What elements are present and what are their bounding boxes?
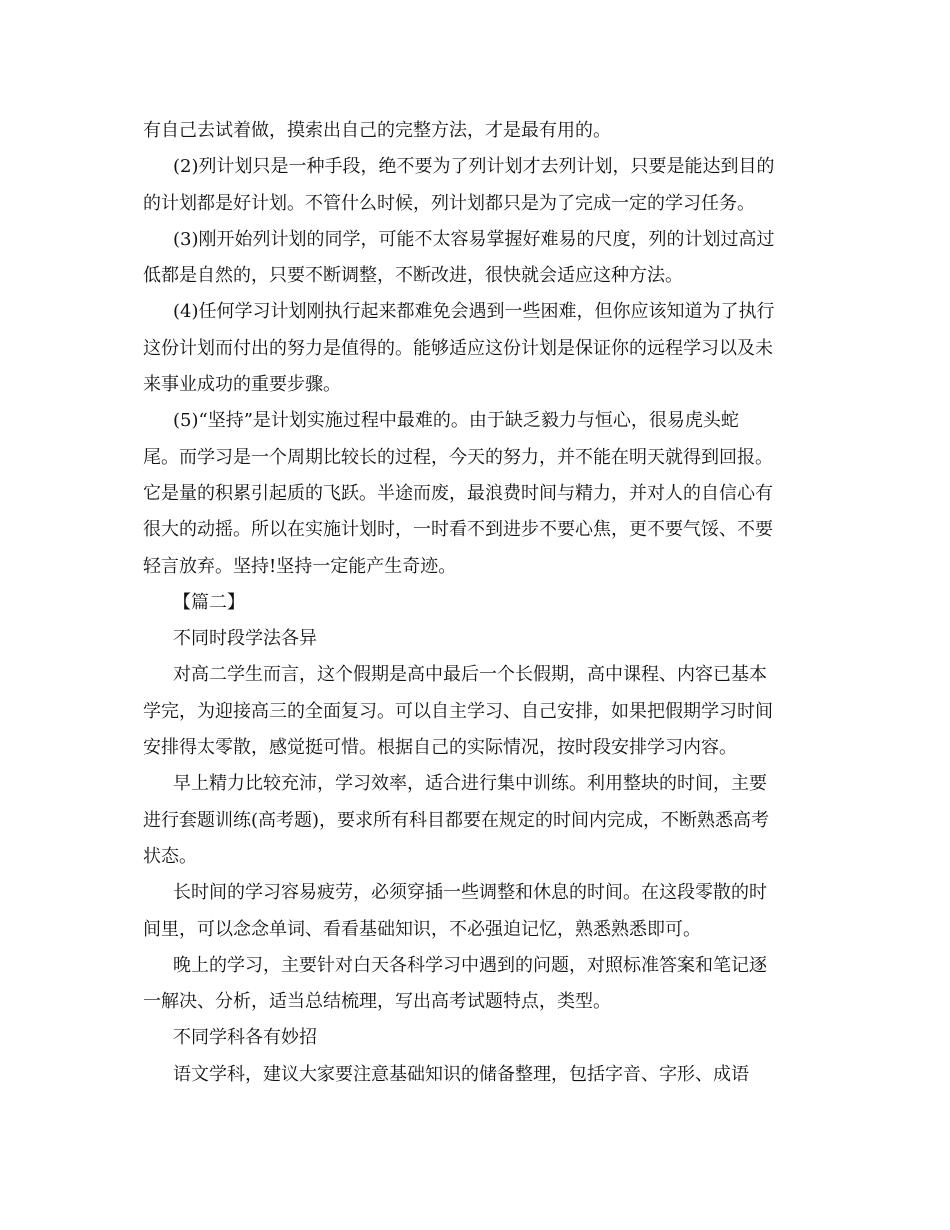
text-line: 尾。而学习是一个周期比较长的过程，今天的努力，并不能在明天就得到回报。 [143,446,773,468]
document-body [143,113,813,1093]
text-line: 不同时段学法各异 [173,628,317,650]
text-line: 晚上的学习，主要针对白天各科学习中遇到的问题，对照标准答案和笔记逐 [173,954,767,976]
text-line: 语文学科，建议大家要注意基础知识的储备整理，包括字音、字形、成语 [173,1063,749,1085]
text-line: 不同学科各有妙招 [173,1027,317,1049]
text-line: (4)任何学习计划刚执行起来都难免会遇到一些困难，但你应该知道为了执行 [173,301,775,323]
text-line: 早上精力比较充沛，学习效率，适合进行集中训练。利用整块的时间，主要 [173,773,767,795]
text-line: 【篇二】 [173,591,245,613]
text-line: 对高二学生而言，这个假期是高中最后一个长假期，高中课程、内容已基本 [173,664,767,686]
text-line: 很大的动摇。所以在实施计划时，一时看不到进步不要心焦，更不要气馁、不要 [143,519,773,541]
text-line: 安排得太零散，感觉挺可惜。根据自己的实际情况，按时段安排学习内容。 [143,737,737,759]
text-line: 低都是自然的，只要不断调整，不断改进，很快就会适应这种方法。 [143,265,683,287]
text-line: (5)“坚持”是计划实施过程中最难的。由于缺乏毅力与恒心，很易虎头蛇 [173,410,739,432]
text-line: 学完，为迎接高三的全面复习。可以自主学习、自己安排，如果把假期学习时间 [143,700,773,722]
text-line: 有自己去试着做，摸索出自己的完整方法，才是最有用的。 [143,120,611,141]
text-line: (3)刚开始列计划的同学，可能不太容易掌握好难易的尺度，列的计划过高过 [173,228,775,250]
text-line: 来事业成功的重要步骤。 [143,374,341,396]
text-line: 长时间的学习容易疲劳，必须穿插一些调整和休息的时间。在这段零散的时 [173,882,767,904]
text-line: 进行套题训练(高考题)，要求所有科目都要在规定的时间内完成，不断熟悉高考 [143,809,770,831]
text-line: 状态。 [143,845,197,867]
text-line: 轻言放弃。坚持!坚持一定能产生奇迹。 [143,555,457,577]
text-line: (2)列计划只是一种手段，绝不要为了列计划才去列计划，只要是能达到目的 [173,156,775,178]
text-line: 这份计划而付出的努力是值得的。能够适应这份计划是保证你的远程学习以及未 [143,337,773,359]
text-line: 的计划都是好计划。不管什么时候，列计划都只是为了完成一定的学习任务。 [143,192,755,214]
text-line: 一解决、分析，适当总结梳理，写出高考试题特点，类型。 [143,991,611,1013]
text-line: 它是量的积累引起质的飞跃。半途而废，最浪费时间与精力，并对人的自信心有 [143,482,773,504]
text-line: 间里，可以念念单词、看看基础知识，不必强迫记忆，熟悉熟悉即可。 [143,918,701,940]
